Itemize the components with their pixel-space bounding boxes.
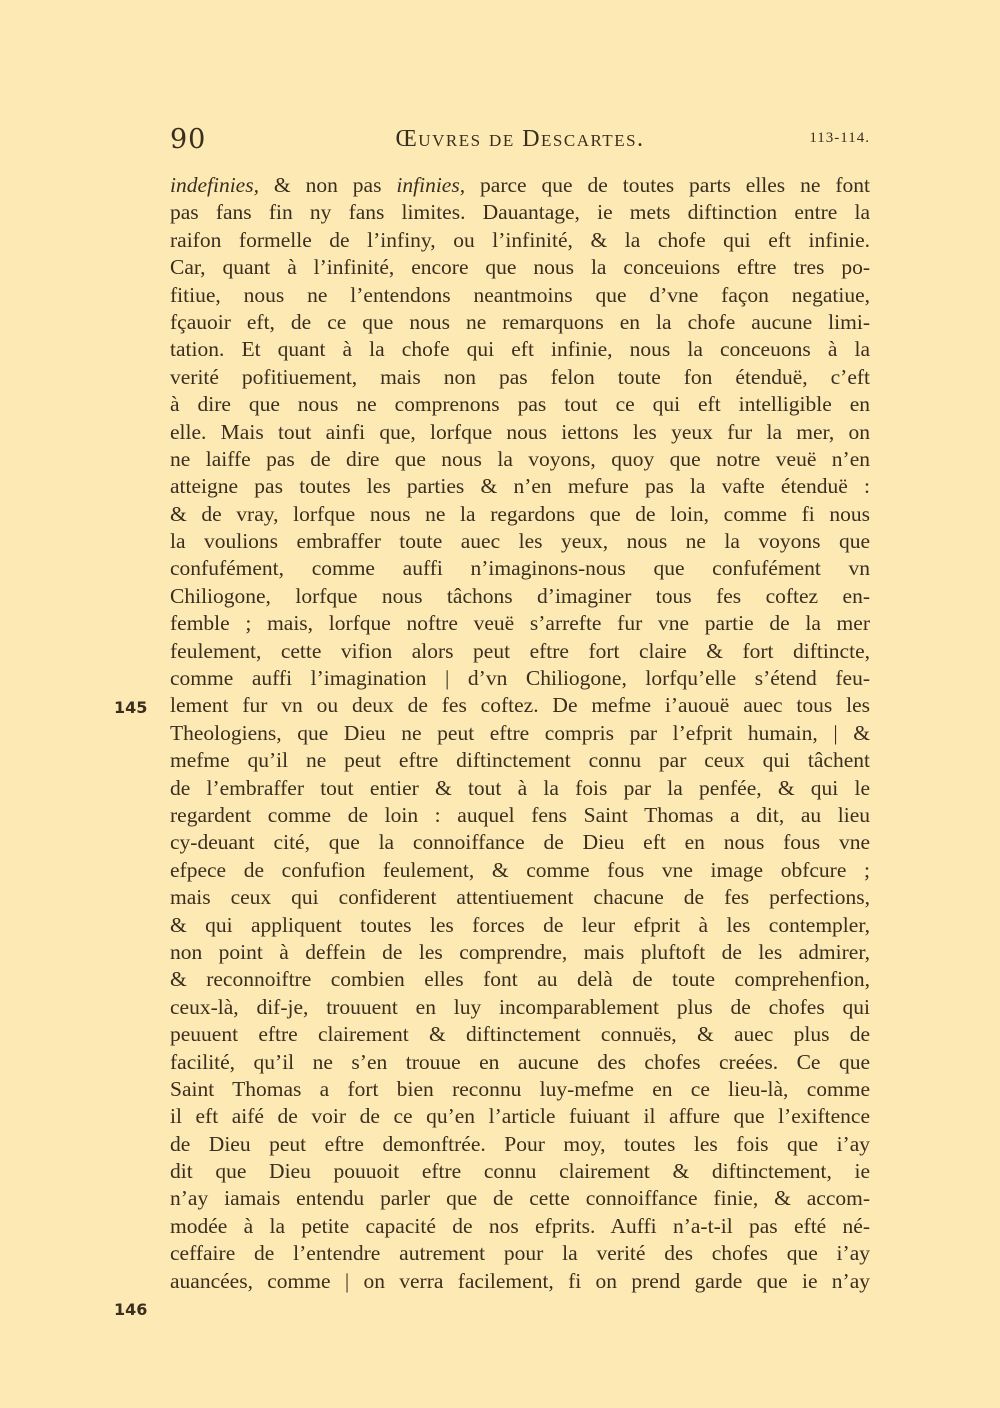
text-line bbox=[170, 1158, 870, 1185]
line-text: peuuent eftre clairement & diftinctement connuës, & auec plus de bbox=[170, 1022, 870, 1047]
line-text: fitiue, nous ne l’entendons neantmoins que d’vne façon negatiue, bbox=[170, 282, 870, 307]
line-text: Theologiens, que Dieu ne peut eftre compris par l’efprit humain, | & bbox=[170, 720, 870, 745]
margin-page-number: 146 bbox=[114, 1300, 148, 1320]
text-line bbox=[170, 994, 870, 1021]
line-text: Chiliogone, lorfque nous tâchons d’imaginer tous fes coftez en- bbox=[170, 583, 870, 608]
text-line bbox=[170, 583, 870, 610]
italic-term: infinies, bbox=[396, 173, 466, 197]
line-text: regardent comme de loin : auquel fens Saint Thomas a dit, au lieu bbox=[170, 802, 870, 827]
margin-page-number: 145 bbox=[114, 697, 148, 717]
text-line bbox=[170, 199, 870, 226]
line-text: & de vray, lorfque nous ne la regardons que de loin, comme fi nous bbox=[170, 501, 870, 526]
line-text: feulement, cette vifion alors peut eftre fort claire & fort diftincte, bbox=[170, 638, 870, 663]
text-line bbox=[170, 1049, 870, 1076]
text-line bbox=[170, 391, 870, 418]
text-line bbox=[170, 446, 870, 473]
text-line bbox=[170, 1268, 870, 1295]
line-text: atteigne pas toutes les parties & n’en mefure pas la vafte étenduë : bbox=[170, 474, 870, 499]
text-line bbox=[170, 1213, 870, 1240]
line-text: confufément, comme auffi n’imaginons-nous que confufément vn bbox=[170, 556, 870, 581]
line-text: auancées, comme | on verra facilement, fi on prend garde que ie n’ay bbox=[170, 1268, 870, 1293]
line-text: fçauoir eft, de ce que nous ne remarquons en la chofe aucune limi- bbox=[170, 309, 870, 334]
text-line bbox=[170, 939, 870, 966]
line-text: pas fans fin ny fans limites. Dauantage, ie mets diftinction entre la bbox=[170, 200, 870, 225]
text-line bbox=[170, 172, 870, 199]
line-text: de Dieu peut eftre demonftrée. Pour moy, toutes les fois que i’ay bbox=[170, 1131, 870, 1156]
text-line bbox=[170, 309, 870, 336]
line-text: cy-deuant cité, que la connoiffance de Dieu eft en nous fous vne bbox=[170, 830, 870, 855]
text-line bbox=[170, 1103, 870, 1130]
text-line bbox=[170, 665, 870, 692]
line-text: efpece de confufion feulement, & comme fous vne image obfcure ; bbox=[170, 857, 870, 882]
page-number: 90 bbox=[170, 124, 207, 155]
line-text: Car, quant à l’infinité, encore que nous la conceuions eftre tres po- bbox=[170, 255, 870, 280]
text-line bbox=[170, 227, 870, 254]
running-title: Œuvres de Descartes. bbox=[395, 126, 645, 152]
text-line bbox=[170, 966, 870, 993]
text-line bbox=[170, 638, 870, 665]
page-range: 113-114. bbox=[809, 130, 870, 146]
line-text: femble ; mais, lorfque noftre veuë s’arrefte fur vne partie de la mer bbox=[170, 611, 870, 636]
text-line bbox=[170, 1021, 870, 1048]
line-text: & qui appliquent toutes les forces de leur efprit à les contempler, bbox=[170, 912, 870, 937]
text-line bbox=[170, 254, 870, 281]
line-text: dit que Dieu pouuoit eftre connu clairement & diftinctement, ie bbox=[170, 1159, 870, 1184]
line-text: mefme qu’il ne peut eftre diftinctement connu par ceux qui tâchent bbox=[170, 748, 870, 773]
text-line bbox=[170, 1076, 870, 1103]
line-text: ne laiffe pas de dire que nous la voyons, quoy que notre veuë n’en bbox=[170, 446, 870, 471]
line-text: mais ceux qui confiderent attentiuement chacune de fes perfections, bbox=[170, 885, 870, 910]
line-text: à dire que nous ne comprenons pas tout ce qui eft intelligible en bbox=[170, 392, 870, 417]
line-text: n’ay iamais entendu parler que de cette connoiffance finie, & accom- bbox=[170, 1186, 870, 1211]
line-text: raifon formelle de l’infiny, ou l’infinité, & la chofe qui eft infinie. bbox=[170, 227, 870, 252]
text-line bbox=[170, 692, 870, 719]
line-text: modée à la petite capacité de nos efprits. Auffi n’a-t-il pas efté né- bbox=[170, 1213, 870, 1238]
page-header bbox=[170, 124, 870, 160]
line-text: de l’embraffer tout entier & tout à la fois par la penfée, & qui le bbox=[170, 775, 870, 800]
line-text: comme auffi l’imagination | d’vn Chiliogone, lorfqu’elle s’étend feu- bbox=[170, 666, 870, 691]
text-line bbox=[170, 912, 870, 939]
text-line bbox=[170, 282, 870, 309]
text-line bbox=[170, 419, 870, 446]
line-text: il eft aifé de voir de ce qu’en l’article fuiuant il affure que l’exiftence bbox=[170, 1104, 870, 1129]
text-line bbox=[170, 336, 870, 363]
line-text: la voulions embraffer toute auec les yeux, nous ne la voyons que bbox=[170, 529, 870, 554]
line-text: tation. Et quant à la chofe qui eft infinie, nous la conceuons à la bbox=[170, 337, 870, 362]
text-line bbox=[170, 473, 870, 500]
text-line bbox=[170, 501, 870, 528]
line-text: non point à deffein de les comprendre, mais pluftoft de les admirer, bbox=[170, 939, 870, 964]
text-line bbox=[170, 1240, 870, 1267]
line-text: parce que de toutes parts elles ne font bbox=[465, 173, 870, 197]
text-line bbox=[170, 829, 870, 856]
line-text: Saint Thomas a fort bien reconnu luy-mefme en ce lieu-là, comme bbox=[170, 1076, 870, 1101]
italic-term: indefinies, bbox=[170, 173, 259, 197]
text-line bbox=[170, 528, 870, 555]
line-text: & non pas bbox=[258, 173, 397, 197]
text-line bbox=[170, 610, 870, 637]
line-text: verité pofitiuement, mais non pas felon toute fon étenduë, c’eft bbox=[170, 364, 870, 389]
text-line bbox=[170, 775, 870, 802]
line-text: ceux-là, dif-je, trouuent en luy incomparablement plus de chofes qui bbox=[170, 994, 870, 1019]
line-text: & reconnoiftre combien elles font au delà de toute comprehenfion, bbox=[170, 967, 870, 992]
text-line bbox=[170, 802, 870, 829]
body-text bbox=[170, 172, 870, 1295]
text-line bbox=[170, 884, 870, 911]
text-line bbox=[170, 857, 870, 884]
text-line bbox=[170, 720, 870, 747]
text-line bbox=[170, 747, 870, 774]
line-text: lement fur vn ou deux de fes coftez. De mefme i’auouë auec tous les bbox=[170, 693, 870, 718]
line-text: elle. Mais tout ainfi que, lorfque nous iettons les yeux fur la mer, on bbox=[170, 419, 870, 444]
line-text: facilité, qu’il ne s’en trouue en aucune des chofes creées. Ce que bbox=[170, 1049, 870, 1074]
text-line bbox=[170, 555, 870, 582]
text-line bbox=[170, 1185, 870, 1212]
text-line bbox=[170, 1131, 870, 1158]
text-line bbox=[170, 364, 870, 391]
line-text: ceffaire de l’entendre autrement pour la verité des chofes que i’ay bbox=[170, 1241, 870, 1266]
